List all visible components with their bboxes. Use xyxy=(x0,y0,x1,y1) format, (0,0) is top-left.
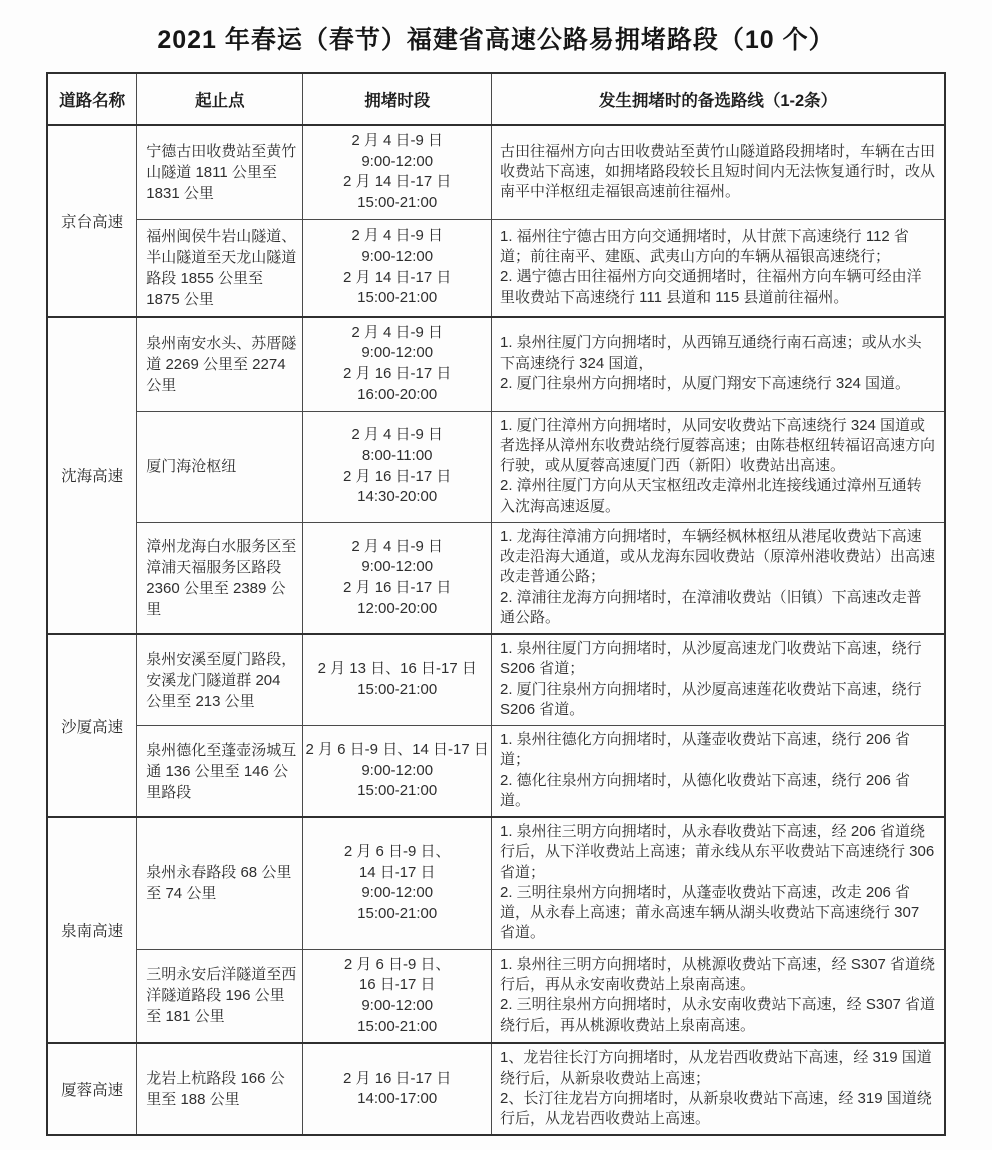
alt-route-item: 2. 漳浦往龙海方向拥堵时，在漳浦收费站（旧镇）下高速改走普通公路。 xyxy=(500,588,922,626)
table-row xyxy=(47,317,945,411)
section-cell: 福州闽侯牛岩山隧道、半山隧道至天龙山隧道路段 1855 公里至 1875 公里 xyxy=(137,219,303,317)
table-row xyxy=(47,1043,945,1135)
alt-route-item: 1. 泉州往三明方向拥堵时，从桃源收费站下高速，经 S307 省道绕行后，再从永安南收费站上泉南高速。 xyxy=(500,955,936,994)
time-line: 2 月 4 日-9 日 xyxy=(351,426,444,444)
time-line: 2 月 6 日-9 日、14 日-17 日 xyxy=(305,740,489,758)
time-line: 9:00-12:00 xyxy=(361,344,434,362)
alt-route-item: 1. 厦门往漳州方向拥堵时，从同安收费站下高速绕行 324 国道或者选择从漳州东收费站绕行厦蓉高速；由陈巷枢纽转福诏高速方向行驶，或从厦蓉高速厦门西（新阳）收费站出高速。 xyxy=(500,416,936,474)
road-name-cell: 厦蓉高速 xyxy=(47,1043,137,1135)
time-cell xyxy=(303,317,492,411)
time-line: 2 月 4 日-9 日 xyxy=(351,132,444,149)
time-cell xyxy=(303,219,492,317)
time-line: 2 月 6 日-9 日、 xyxy=(343,955,451,973)
road-name-cell: 京台高速 xyxy=(47,125,137,317)
header-road-name: 道路名称 xyxy=(47,73,137,125)
road-name-cell: 沙厦高速 xyxy=(47,634,137,817)
section-cell: 泉州永春路段 68 公里至 74 公里 xyxy=(137,817,303,949)
section-cell: 泉州安溪至厦门路段，安溪龙门隧道群 204 公里至 213 公里 xyxy=(137,634,303,726)
time-cell xyxy=(303,411,492,522)
time-line: 2 月 4 日-9 日 xyxy=(351,537,444,555)
section-cell: 泉州南安水头、苏厝隧道 2269 公里至 2274 公里 xyxy=(137,317,303,411)
time-cell xyxy=(303,726,492,818)
header-alt-routes: 发生拥堵时的备选路线（1-2条） xyxy=(492,73,946,125)
alt-route-item: 2. 遇宁德古田往福州方向交通拥堵时，往福州方向车辆可经由洋里收费站下高速绕行 111 县道和 115 县道前往福州。 xyxy=(500,268,922,306)
table-row xyxy=(47,125,945,219)
alt-route-item: 古田往福州方向古田收费站至黄竹山隧道路段拥堵时，车辆在古田收费站下高速，如拥堵路段较长且短时间内无法恢复通行时，改从南平中洋枢纽走福银高速前往福州。 xyxy=(500,142,936,200)
alt-route-item: 2. 三明往泉州方向拥堵时，从蓬壶收费站下高速，改走 206 省道，从永春上高速；莆永高速车辆从湖头收费站下高速绕行 307 省道。 xyxy=(500,883,920,942)
table-row xyxy=(47,634,945,726)
table-row xyxy=(47,817,945,949)
table-row xyxy=(47,949,945,1043)
alt-routes-cell xyxy=(492,634,946,726)
alt-route-item: 2. 漳州往厦门方向从天宝枢纽改走漳州北连接线通过漳州互通转入沈海高速返厦。 xyxy=(500,477,922,515)
section-cell: 龙岩上杭路段 166 公里至 188 公里 xyxy=(137,1043,303,1135)
time-line: 15:00-21:00 xyxy=(357,194,438,212)
alt-routes-cell xyxy=(492,125,946,219)
alt-route-item: 2. 德化往泉州方向拥堵时，从德化收费站下高速，绕行 206 省道。 xyxy=(500,771,911,809)
table-row xyxy=(47,522,945,634)
time-line: 2 月 14 日-17 日 xyxy=(343,173,452,191)
time-line: 12:00-20:00 xyxy=(357,599,438,617)
table-row xyxy=(47,411,945,522)
time-cell xyxy=(303,125,492,219)
time-line: 2 月 13 日、16 日-17 日 xyxy=(317,660,477,678)
congestion-table xyxy=(46,72,946,1136)
time-line: 15:00-21:00 xyxy=(357,289,438,307)
time-line: 8:00-11:00 xyxy=(361,446,433,464)
alt-route-item: 2. 三明往泉州方向拥堵时，从永安南收费站下高速，经 S307 省道绕行后，再从桃源收费站上泉南高速。 xyxy=(500,996,936,1034)
road-name-cell: 泉南高速 xyxy=(47,817,137,1043)
time-line: 2 月 16 日-17 日 xyxy=(343,1069,452,1087)
time-line: 9:00-12:00 xyxy=(361,996,434,1014)
time-line: 15:00-21:00 xyxy=(357,1017,438,1035)
table-header-row xyxy=(47,73,945,125)
alt-routes-cell xyxy=(492,817,946,949)
time-line: 15:00-21:00 xyxy=(357,904,438,922)
section-cell: 泉州德化至蓬壶汤城互通 136 公里至 146 公里路段 xyxy=(137,726,303,818)
time-line: 16:00-20:00 xyxy=(357,385,438,403)
header-section: 起止点 xyxy=(137,73,303,125)
section-cell: 宁德古田收费站至黄竹山隧道 1811 公里至 1831 公里 xyxy=(137,125,303,219)
time-line: 9:00-12:00 xyxy=(361,884,434,902)
alt-route-item: 1、龙岩往长汀方向拥堵时，从龙岩西收费站下高速，经 319 国道绕行后，从新泉收费站上高速； xyxy=(500,1049,932,1087)
alt-routes-cell xyxy=(492,522,946,634)
time-line: 2 月 16 日-17 日 xyxy=(343,365,452,383)
road-name-cell: 沈海高速 xyxy=(47,317,137,634)
document-title: 2021 年春运（春节）福建省高速公路易拥堵路段（10 个） xyxy=(157,26,835,54)
alt-routes-cell xyxy=(492,1043,946,1135)
time-line: 2 月 6 日-9 日、 xyxy=(343,842,451,860)
time-line: 9:00-12:00 xyxy=(361,248,434,266)
table-row xyxy=(47,219,945,317)
time-line: 9:00-12:00 xyxy=(361,152,434,170)
alt-routes-cell xyxy=(492,726,946,818)
table-row xyxy=(47,726,945,818)
time-line: 15:00-21:00 xyxy=(357,782,438,800)
time-line: 9:00-12:00 xyxy=(361,558,434,576)
time-line: 9:00-12:00 xyxy=(361,761,434,779)
time-line: 2 月 14 日-17 日 xyxy=(343,268,452,286)
section-cell: 厦门海沧枢纽 xyxy=(137,411,303,522)
time-line: 14:00-17:00 xyxy=(357,1090,438,1108)
section-cell: 三明永安后洋隧道至西洋隧道路段 196 公里至 181 公里 xyxy=(137,949,303,1043)
time-line: 2 月 16 日-17 日 xyxy=(343,467,452,485)
alt-routes-cell xyxy=(492,219,946,317)
alt-route-item: 2. 厦门往泉州方向拥堵时，从沙厦高速莲花收费站下高速，绕行 S206 省道。 xyxy=(500,680,922,718)
time-line: 14:30-20:00 xyxy=(357,488,438,506)
time-line: 2 月 4 日-9 日 xyxy=(351,323,444,341)
time-cell xyxy=(303,817,492,949)
time-line: 15:00-21:00 xyxy=(357,681,438,698)
alt-routes-cell xyxy=(492,411,946,522)
alt-route-item: 1. 泉州往德化方向拥堵时，从蓬壶收费站下高速，绕行 206 省道； xyxy=(500,731,911,769)
alt-route-item: 1. 泉州往厦门方向拥堵时，从西锦互通绕行南石高速；或从水头下高速绕行 324 国道， xyxy=(500,334,922,372)
time-cell xyxy=(303,1043,492,1135)
time-line: 2 月 16 日-17 日 xyxy=(343,578,452,596)
alt-route-item: 2、长汀往龙岩方向拥堵时，从新泉收费站下高速，经 319 国道绕行后，从龙岩西收费站上高速。 xyxy=(500,1089,932,1127)
time-cell xyxy=(303,634,492,726)
alt-route-item: 1. 泉州往厦门方向拥堵时，从沙厦高速龙门收费站下高速，绕行 S206 省道； xyxy=(500,640,922,678)
alt-route-item: 1. 福州往宁德古田方向交通拥堵时，从甘蔗下高速绕行 112 省道；前往南平、建瓯、武夷山方向的车辆从福银高速绕行； xyxy=(500,227,909,265)
header-time: 拥堵时段 xyxy=(303,73,492,125)
section-cell: 漳州龙海白水服务区至漳浦天福服务区路段 2360 公里至 2389 公里 xyxy=(137,522,303,634)
time-line: 16 日-17 日 xyxy=(358,976,436,994)
alt-route-item: 1. 泉州往三明方向拥堵时，从永春收费站下高速，经 206 省道绕行后，从下洋收费站上高速；莆永线从东平收费站下高速绕行 306 省道； xyxy=(500,823,935,881)
alt-routes-cell xyxy=(492,949,946,1043)
time-cell xyxy=(303,522,492,634)
alt-route-item: 1. 龙海往漳浦方向拥堵时，车辆经枫林枢纽从港尾收费站下高速改走沿海大通道，或从龙海东园收费站（原漳州港收费站）出高速改走普通公路； xyxy=(500,527,936,586)
alt-routes-cell xyxy=(492,317,946,411)
time-cell xyxy=(303,949,492,1043)
time-line: 14 日-17 日 xyxy=(358,863,436,881)
time-line: 2 月 4 日-9 日 xyxy=(351,227,444,245)
alt-route-item: 2. 厦门往泉州方向拥堵时，从厦门翔安下高速绕行 324 国道。 xyxy=(500,374,911,392)
